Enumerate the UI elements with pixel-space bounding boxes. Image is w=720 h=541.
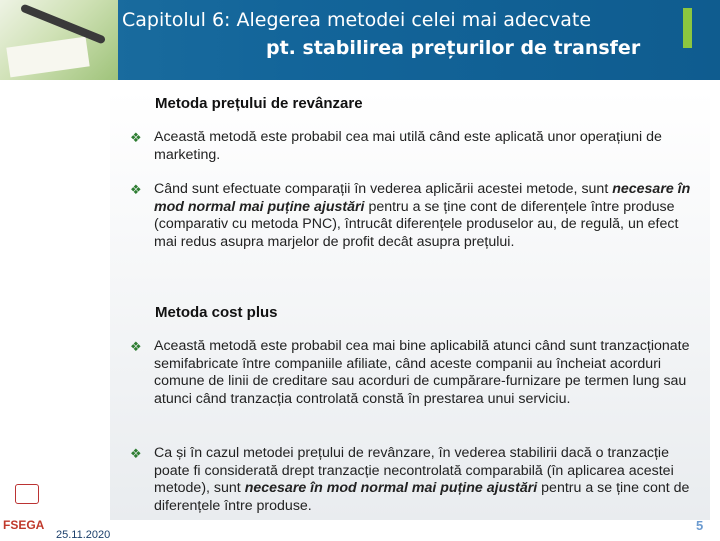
title-line-1: Capitolul 6: Alegerea metodei celei mai adecvate (122, 9, 592, 31)
bullet-item (130, 181, 700, 251)
bullet-text: Ca și în cazul metodei prețului de revânzare, în vederea stabilirii dacă o tranzacție poate fi considerată drept tranzacție necontrolată comparabilă (în aplicarea acestei metode), sunt necesare în mod normal mai puține ajustări pentru a se ține cont de diferențele între produse. (154, 445, 690, 514)
emphasis-text: necesare în mod normal mai puține ajustări (244, 480, 538, 497)
crest-icon (15, 484, 39, 504)
section-heading-resale-price: Metoda prețului de revânzare (155, 95, 363, 112)
fsega-logo (3, 484, 49, 540)
bullet-text: Această metodă este probabil cea mai bine aplicabilă atunci când sunt tranzacționate semifabricate între companiile afiliate, când aceste companii au încheiat acorduri comune de linii de creditare sau acorduri de cumpărare-furnizare pe termen lung sau atunci când tranzacția controlată constă în prestarea unui serviciu. (154, 338, 690, 407)
section-heading-cost-plus: Metoda cost plus (155, 304, 278, 321)
header-photo (0, 0, 118, 80)
bullet-item (130, 445, 700, 515)
page-number: 5 (696, 518, 704, 533)
diamond-bullet-icon: ❖ (130, 446, 142, 461)
diamond-bullet-icon: ❖ (130, 130, 142, 145)
pen-graphic (20, 3, 106, 44)
paper-graphic (6, 37, 89, 78)
bullet-item (130, 338, 700, 408)
emphasis-text: necesare în mod normal mai puține ajustări (154, 181, 691, 215)
diamond-bullet-icon: ❖ (130, 339, 142, 354)
diamond-bullet-icon: ❖ (130, 182, 142, 197)
bullet-text: Când sunt efectuate comparații în vederea aplicării acestei metode, sunt necesare în mod normal mai puține ajustări pentru a se ține cont de diferențele între produse (comparativ cu metoda PNC), întrucât diferențele produselor au, de regulă, un efect mai redus asupra marjelor de profit decât asupra prețului. (154, 181, 691, 250)
bullet-item (130, 129, 700, 164)
header-bar (0, 0, 720, 80)
bullet-text: Această metodă este probabil cea mai utilă când este aplicată unor operațiuni de marketing. (154, 129, 662, 163)
slide-date: 25.11.2020 (56, 529, 111, 541)
slide-title (118, 6, 708, 62)
title-line-2: pt. stabilirea prețurilor de transfer (266, 37, 641, 59)
logo-label: FSEGA (3, 518, 45, 532)
